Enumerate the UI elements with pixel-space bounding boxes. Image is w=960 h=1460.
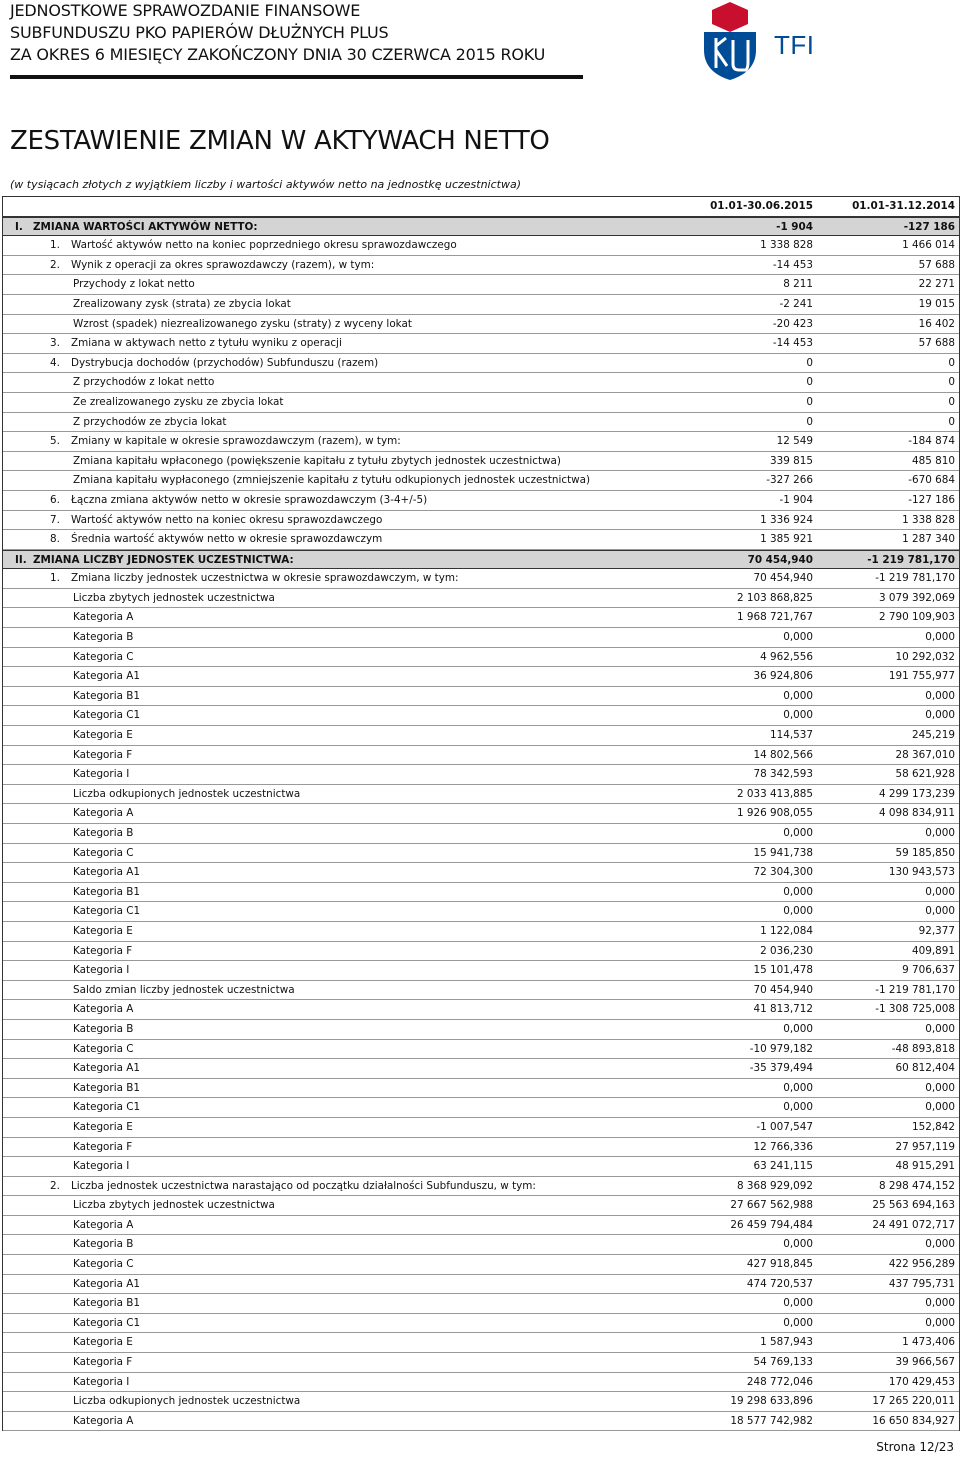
row-label: Liczba odkupionych jednostek uczestnictwa	[73, 1395, 301, 1408]
row-label: Zmiany w kapitale w okresie sprawozdawczym (razem), w tym:	[71, 435, 401, 448]
row-label: Zmiana w aktywach netto z tytułu wyniku z operacji	[71, 337, 342, 350]
row-label: Kategoria C1	[73, 1101, 141, 1114]
value-2014: 24 491 072,717	[872, 1218, 955, 1231]
table-row	[3, 236, 959, 256]
value-2015: 1 385 921	[760, 533, 813, 546]
value-2015: 1 122,084	[760, 924, 813, 937]
value-2014: -1 219 781,170	[867, 553, 955, 566]
table-row	[3, 628, 959, 648]
value-2014: -1 219 781,170	[875, 572, 955, 585]
section-row	[3, 550, 959, 570]
table-row	[3, 256, 959, 276]
value-2014: 22 271	[918, 278, 955, 291]
value-2015: 27 667 562,988	[730, 1199, 813, 1212]
value-2015: 0,000	[783, 1297, 813, 1310]
table-row	[3, 706, 959, 726]
table-row	[3, 1392, 959, 1412]
value-2015: -2 241	[779, 297, 813, 310]
row-label: Kategoria A1	[73, 1277, 140, 1290]
value-2014: 9 706,637	[902, 964, 955, 977]
row-label: Kategoria C1	[73, 709, 141, 722]
value-2014: 0,000	[925, 827, 955, 839]
net-assets-table	[2, 196, 960, 1431]
row-label: Kategoria B1	[73, 885, 140, 898]
row-label: Wzrost (spadek) niezrealizowanego zysku (straty) z wyceny lokat	[73, 317, 412, 330]
row-label: Kategoria B	[73, 631, 134, 644]
row-label: Kategoria A1	[73, 866, 140, 879]
table-row	[3, 511, 959, 531]
value-2014: 27 957,119	[895, 1140, 955, 1153]
row-label: Kategoria B1	[73, 1081, 140, 1094]
table-row	[3, 942, 959, 962]
value-2015: 4 962,556	[760, 650, 813, 663]
value-2015: 474 720,537	[746, 1277, 813, 1290]
table-row	[3, 961, 959, 981]
column-header-2015: 01.01-30.06.2015	[710, 200, 813, 212]
section-row	[3, 217, 959, 237]
row-label: Liczba odkupionych jednostek uczestnictwa	[73, 787, 301, 800]
row-label: Przychody z lokat netto	[73, 278, 195, 291]
row-label: Średnia wartość aktywów netto w okresie sprawozdawczym	[71, 533, 383, 546]
value-2014: 409,891	[912, 944, 955, 957]
row-label: Kategoria A	[73, 1218, 134, 1231]
value-2015: 2 036,230	[760, 944, 813, 957]
row-label: Kategoria C1	[73, 1316, 141, 1329]
row-label: Kategoria C	[73, 650, 134, 663]
row-label: Kategoria E	[73, 729, 133, 742]
value-2015: 0,000	[783, 827, 813, 839]
row-label: Kategoria E	[73, 1120, 133, 1133]
page-number: Strona 12/23	[876, 1440, 954, 1454]
value-2014: 1 338 828	[902, 513, 955, 526]
header-line-1: JEDNOSTKOWE SPRAWOZDANIE FINANSOWE	[10, 1, 361, 20]
value-2015: 12 766,336	[753, 1140, 813, 1153]
value-2015: -1 904	[776, 220, 813, 233]
row-number: 3.	[50, 337, 60, 350]
value-2014: 57 688	[918, 258, 955, 271]
value-2015: -14 453	[772, 337, 813, 350]
tfi-logo-text: TFI	[774, 30, 815, 60]
table-row	[3, 1412, 959, 1432]
row-label: Kategoria I	[73, 1375, 130, 1388]
value-2015: 8 368 929,092	[736, 1179, 813, 1192]
row-label: Zmiana liczby jednostek uczestnictwa w okresie sprawozdawczym, w tym:	[71, 572, 459, 585]
value-2015: 0,000	[783, 631, 813, 644]
value-2015: 70 454,940	[747, 553, 813, 566]
value-2014: 8 298 474,152	[878, 1179, 955, 1192]
value-2015: 70 454,940	[753, 572, 813, 585]
value-2014: 0,000	[925, 689, 955, 702]
value-2015: -35 379,494	[749, 1062, 813, 1075]
value-2015: 2 103 868,825	[736, 591, 813, 604]
value-2014: 437 795,731	[888, 1277, 955, 1290]
value-2015: 339 815	[770, 454, 813, 467]
header-rule	[10, 75, 583, 79]
value-2014: 485 810	[912, 454, 955, 467]
column-header-2014: 01.01-31.12.2014	[852, 200, 955, 212]
row-label: Kategoria A	[73, 1414, 134, 1427]
row-label: Łączna zmiana aktywów netto w okresie sprawozdawczym (3-4+/-5)	[71, 493, 428, 506]
table-row	[3, 746, 959, 766]
row-label: Kategoria B	[73, 827, 134, 839]
value-2014: 25 563 694,163	[872, 1199, 955, 1212]
table-row	[3, 354, 959, 374]
value-2014: -127 186	[903, 220, 955, 233]
value-2014: 28 367,010	[895, 748, 955, 761]
table-row	[3, 1235, 959, 1255]
table-row	[3, 648, 959, 668]
value-2014: 1 466 014	[902, 239, 955, 252]
table-header-row	[3, 197, 959, 217]
value-2014: 152,842	[912, 1120, 955, 1133]
row-number: II.	[15, 553, 27, 566]
row-label: Liczba jednostek uczestnictwa narastająco od początku działalności Subfunduszu, w tym:	[71, 1179, 536, 1192]
row-number: 2.	[50, 1179, 60, 1192]
table-row	[3, 275, 959, 295]
value-2015: 0,000	[783, 689, 813, 702]
table-row	[3, 1275, 959, 1295]
value-2015: 1 587,943	[760, 1336, 813, 1349]
value-2015: 0,000	[783, 905, 813, 918]
value-2014: 0,000	[925, 1238, 955, 1251]
value-2015: 114,537	[770, 729, 813, 742]
row-label: Kategoria F	[73, 748, 133, 761]
row-label: Ze zrealizowanego zysku ze zbycia lokat	[73, 395, 284, 408]
row-label: Liczba zbytych jednostek uczestnictwa	[73, 1199, 275, 1212]
value-2014: 1 473,406	[902, 1336, 955, 1349]
table-row	[3, 1059, 959, 1079]
table-row	[3, 922, 959, 942]
table-row	[3, 687, 959, 707]
value-2015: 41 813,712	[753, 1003, 813, 1016]
row-number: 5.	[50, 435, 60, 448]
row-label: Kategoria F	[73, 1356, 133, 1369]
table-row	[3, 667, 959, 687]
value-2015: 248 772,046	[746, 1375, 813, 1388]
value-2014: 191 755,977	[888, 670, 955, 683]
row-label: Kategoria A	[73, 1003, 134, 1016]
value-2014: 2 790 109,903	[878, 611, 955, 624]
value-2015: -1 007,547	[756, 1120, 813, 1133]
table-row	[3, 373, 959, 393]
value-2015: 0,000	[783, 1316, 813, 1329]
table-row	[3, 1255, 959, 1275]
value-2015: 78 342,593	[753, 768, 813, 781]
value-2014: 19 015	[918, 297, 955, 310]
value-2014: -48 893,818	[891, 1042, 955, 1055]
value-2015: 1 336 924	[760, 513, 813, 526]
row-label: Kategoria A1	[73, 1062, 140, 1075]
row-label: Wartość aktywów netto na koniec okresu sprawozdawczego	[71, 513, 383, 526]
value-2015: 72 304,300	[753, 866, 813, 879]
table-row	[3, 334, 959, 354]
value-2014: 0,000	[925, 709, 955, 722]
value-2015: 15 941,738	[753, 846, 813, 859]
table-row	[3, 1138, 959, 1158]
row-label: Saldo zmian liczby jednostek uczestnictwa	[73, 983, 295, 996]
table-row	[3, 413, 959, 433]
row-label: Kategoria I	[73, 964, 130, 977]
table-row	[3, 452, 959, 472]
value-2015: 12 549	[776, 435, 813, 448]
row-label: Kategoria I	[73, 1160, 130, 1173]
value-2014: 245,219	[912, 729, 955, 742]
table-row	[3, 1079, 959, 1099]
row-label: Kategoria A1	[73, 670, 140, 683]
value-2014: 0	[948, 415, 955, 428]
table-row	[3, 726, 959, 746]
value-2014: 58 621,928	[895, 768, 955, 781]
value-2015: 14 802,566	[753, 748, 813, 761]
value-2015: -20 423	[772, 317, 813, 330]
table-row	[3, 1196, 959, 1216]
value-2015: 26 459 794,484	[730, 1218, 813, 1231]
row-number: 2.	[50, 258, 60, 271]
value-2014: 422 956,289	[888, 1258, 955, 1271]
table-row	[3, 608, 959, 628]
row-label: Kategoria A	[73, 611, 134, 624]
value-2015: 15 101,478	[753, 964, 813, 977]
table-row	[3, 315, 959, 335]
value-2014: 16 650 834,927	[872, 1414, 955, 1427]
value-2014: 0,000	[925, 1081, 955, 1094]
row-label: Wartość aktywów netto na koniec poprzedniego okresu sprawozdawczego	[71, 239, 457, 252]
table-row	[3, 1118, 959, 1138]
row-label: Zrealizowany zysk (strata) ze zbycia lokat	[73, 297, 291, 310]
page-subtitle: (w tysiącach złotych z wyjątkiem liczby i wartości aktywów netto na jednostkę uczestnictwa)	[10, 178, 522, 191]
row-label: Kategoria F	[73, 944, 133, 957]
value-2015: 0,000	[783, 1081, 813, 1094]
table-row	[3, 1177, 959, 1197]
table-row	[3, 1020, 959, 1040]
value-2015: 427 918,845	[746, 1258, 813, 1271]
value-2015: 0	[806, 376, 813, 389]
table-row	[3, 824, 959, 844]
table-row	[3, 530, 959, 550]
value-2014: 0	[948, 395, 955, 408]
row-label: ZMIANA WARTOŚCI AKTYWÓW NETTO:	[33, 220, 258, 233]
table-row	[3, 765, 959, 785]
table-row	[3, 1216, 959, 1236]
row-label: Kategoria C1	[73, 905, 141, 918]
value-2014: 0,000	[925, 1297, 955, 1310]
value-2014: -1 308 725,008	[875, 1003, 955, 1016]
row-label: Z przychodów ze zbycia lokat	[73, 415, 227, 428]
row-label: Kategoria C	[73, 1042, 134, 1055]
value-2014: 4 299 173,239	[878, 787, 955, 800]
value-2014: 1 287 340	[902, 533, 955, 546]
row-label: Kategoria B	[73, 1022, 134, 1035]
row-label: Kategoria B	[73, 1238, 134, 1251]
table-row	[3, 432, 959, 452]
value-2015: 19 298 633,896	[730, 1395, 813, 1408]
value-2015: 0	[806, 356, 813, 369]
value-2015: 0	[806, 395, 813, 408]
value-2014: 0,000	[925, 905, 955, 918]
header-line-2: SUBFUNDUSZU PKO PAPIERÓW DŁUŻNYCH PLUS	[10, 23, 389, 42]
value-2015: 2 033 413,885	[736, 787, 813, 800]
table-row	[3, 295, 959, 315]
table-row	[3, 1333, 959, 1353]
row-number: I.	[15, 220, 23, 233]
value-2014: 0	[948, 356, 955, 369]
value-2014: 39 966,567	[895, 1356, 955, 1369]
row-label: Liczba zbytych jednostek uczestnictwa	[73, 591, 275, 604]
table-row	[3, 804, 959, 824]
table-row	[3, 1098, 959, 1118]
value-2014: 4 098 834,911	[878, 807, 955, 820]
table-row	[3, 785, 959, 805]
value-2014: 0,000	[925, 1022, 955, 1035]
table-row	[3, 1040, 959, 1060]
table-row	[3, 1353, 959, 1373]
table-row	[3, 883, 959, 903]
row-number: 1.	[50, 239, 60, 252]
row-label: Zmiana kapitału wypłaconego (zmniejszenie kapitału z tytułu odkupionych jednostek uczestnictwa)	[73, 474, 591, 487]
row-label: Zmiana kapitału wpłaconego (powiększenie kapitału z tytułu zbytych jednostek uczestnictwa)	[73, 454, 561, 467]
table-row	[3, 393, 959, 413]
row-label: Kategoria F	[73, 1140, 133, 1153]
value-2014: 130 943,573	[888, 866, 955, 879]
value-2015: 1 338 828	[760, 239, 813, 252]
table-row	[3, 902, 959, 922]
table-row	[3, 1157, 959, 1177]
value-2015: 8 211	[783, 278, 813, 291]
value-2015: 36 924,806	[753, 670, 813, 683]
row-label: Wynik z operacji za okres sprawozdawczy (razem), w tym:	[71, 258, 375, 271]
value-2015: 0,000	[783, 885, 813, 898]
table-row	[3, 1314, 959, 1334]
value-2014: 0,000	[925, 1316, 955, 1329]
value-2015: -10 979,182	[749, 1042, 813, 1055]
value-2015: 1 968 721,767	[736, 611, 813, 624]
row-number: 7.	[50, 513, 60, 526]
value-2015: 1 926 908,055	[736, 807, 813, 820]
value-2014: 48 915,291	[895, 1160, 955, 1173]
table-row	[3, 569, 959, 589]
row-number: 8.	[50, 533, 60, 546]
value-2015: 0,000	[783, 709, 813, 722]
table-row	[3, 491, 959, 511]
pko-logo-icon	[700, 2, 760, 80]
value-2015: 70 454,940	[753, 983, 813, 996]
report-header	[10, 0, 583, 66]
value-2015: 54 769,133	[753, 1356, 813, 1369]
header-line-3: ZA OKRES 6 MIESIĘCY ZAKOŃCZONY DNIA 30 CZERWCA 2015 ROKU	[10, 45, 546, 64]
value-2014: 16 402	[918, 317, 955, 330]
row-number: 1.	[50, 572, 60, 585]
value-2014: 57 688	[918, 337, 955, 350]
value-2014: 59 185,850	[895, 846, 955, 859]
page-title: ZESTAWIENIE ZMIAN W AKTYWACH NETTO	[10, 126, 550, 156]
row-label: Z przychodów z lokat netto	[73, 376, 215, 389]
table-row	[3, 471, 959, 491]
row-number: 6.	[50, 493, 60, 506]
table-row	[3, 844, 959, 864]
value-2014: -1 219 781,170	[875, 983, 955, 996]
table-row	[3, 1294, 959, 1314]
value-2014: 10 292,032	[895, 650, 955, 663]
row-label: Kategoria E	[73, 924, 133, 937]
value-2015: -1 904	[779, 493, 813, 506]
value-2015: 63 241,115	[753, 1160, 813, 1173]
value-2014: 0	[948, 376, 955, 389]
value-2014: -127 186	[908, 493, 955, 506]
row-label: Kategoria B1	[73, 1297, 140, 1310]
row-label: Kategoria C	[73, 1258, 134, 1271]
row-number: 4.	[50, 356, 60, 369]
table-row	[3, 863, 959, 883]
value-2014: 0,000	[925, 1101, 955, 1114]
value-2015: 0,000	[783, 1101, 813, 1114]
table-row	[3, 1000, 959, 1020]
value-2014: 3 079 392,069	[878, 591, 955, 604]
value-2014: 0,000	[925, 631, 955, 644]
value-2014: 60 812,404	[895, 1062, 955, 1075]
row-label: Kategoria A	[73, 807, 134, 820]
value-2014: 0,000	[925, 885, 955, 898]
row-label: Kategoria B1	[73, 689, 140, 702]
value-2014: 17 265 220,011	[872, 1395, 955, 1408]
row-label: ZMIANA LICZBY JEDNOSTEK UCZESTNICTWA:	[33, 553, 294, 566]
value-2014: 170 429,453	[888, 1375, 955, 1388]
table-row	[3, 981, 959, 1001]
value-2015: 18 577 742,982	[730, 1414, 813, 1427]
value-2014: -184 874	[908, 435, 955, 448]
row-label: Kategoria I	[73, 768, 130, 781]
value-2015: -14 453	[772, 258, 813, 271]
row-label: Dystrybucja dochodów (przychodów) Subfunduszu (razem)	[71, 356, 379, 369]
value-2015: -327 266	[766, 474, 813, 487]
table-row	[3, 589, 959, 609]
table-row	[3, 1373, 959, 1393]
value-2015: 0	[806, 415, 813, 428]
value-2015: 0,000	[783, 1238, 813, 1251]
value-2015: 0,000	[783, 1022, 813, 1035]
value-2014: -670 684	[908, 474, 955, 487]
row-label: Kategoria E	[73, 1336, 133, 1349]
value-2014: 92,377	[918, 924, 955, 937]
row-label: Kategoria C	[73, 846, 134, 859]
